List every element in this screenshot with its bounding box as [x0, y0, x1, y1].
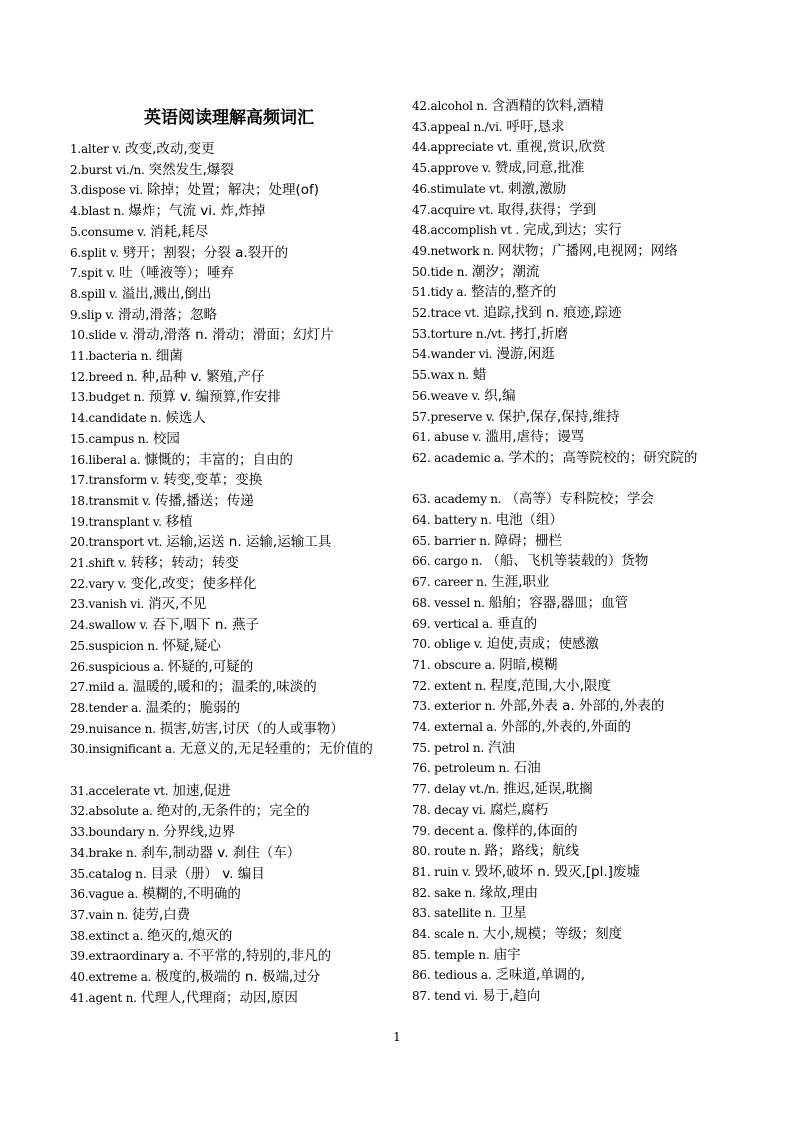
- vocab-entry: [412, 137, 734, 159]
- vocab-meaning: 候选人: [165, 410, 206, 427]
- vocab-entry: [412, 572, 734, 594]
- vocab-entry: [412, 738, 734, 760]
- vocab-entry: [412, 531, 734, 553]
- vocab-entry: [70, 160, 396, 182]
- vocab-word: 32.absolute a.: [70, 804, 153, 819]
- vocab-meaning: 庙宇: [493, 946, 521, 963]
- vocab-meaning: 加速,促进: [172, 782, 231, 799]
- vocab-meaning: 潮汐；潮流: [471, 263, 540, 280]
- vocab-word: 38.extinct a.: [70, 928, 144, 943]
- vocab-entry: [70, 284, 396, 306]
- vocab-entry: [70, 657, 396, 679]
- vocab-word: 49.network n.: [412, 243, 494, 258]
- vocab-word: 62. academic a.: [412, 450, 505, 465]
- vocab-entry: [412, 96, 734, 118]
- vocab-meaning: 绝对的,无条件的；完全的: [156, 803, 310, 820]
- vocab-entry: [70, 905, 396, 927]
- vocab-word: 56.weave v.: [412, 388, 481, 403]
- vocab-word: 21.shift v.: [70, 556, 127, 570]
- vocab-entry: [412, 800, 734, 822]
- vocab-word: 17.transform v.: [70, 473, 160, 488]
- vocab-entry: [70, 263, 396, 285]
- vocab-meaning: 推迟,延误,耽搁: [503, 781, 593, 798]
- vocab-word: 15.campus n.: [70, 431, 149, 446]
- vocab-meaning: 完成,到达；实行: [522, 222, 622, 239]
- vocab-word: 70. oblige v.: [412, 637, 483, 652]
- vocab-word: 68. vessel n.: [412, 595, 485, 610]
- vocab-word: 79. decent a.: [412, 823, 489, 838]
- vocab-entry: [70, 781, 396, 803]
- vocab-meaning: 转移；转动；转变: [130, 555, 239, 571]
- vocab-word: 50.tide n.: [412, 264, 468, 279]
- vocab-entry: [412, 676, 734, 698]
- vocab-entry: [412, 262, 734, 284]
- vocab-meaning: 代理人,代理商；动因,原因: [140, 989, 298, 1006]
- vocab-meaning: 绝灭的,熄灭的: [147, 927, 233, 944]
- vocab-word: 46.stimulate vt.: [412, 181, 504, 196]
- vocab-meaning: 劈开；割裂；分裂 a.裂开的: [122, 244, 289, 261]
- vocab-entry: [412, 758, 734, 780]
- vocab-entry: [412, 614, 734, 636]
- vocab-meaning: 外部,外表 a. 外部的,外表的: [499, 698, 665, 715]
- vocab-meaning: 织,编: [484, 387, 516, 404]
- vocab-word: 19.transplant v.: [70, 514, 162, 529]
- vocab-entry: [412, 779, 734, 801]
- vocab-meaning: 突然发生,爆裂: [148, 161, 234, 178]
- vocab-meaning: 改变,改动,变更: [125, 141, 215, 157]
- vocab-entry: [412, 821, 734, 843]
- vocab-entry: [70, 429, 396, 451]
- vocab-entry: [70, 594, 396, 616]
- vocab-meaning: 刺激,激励: [507, 180, 567, 197]
- vocab-word: 87. tend vi.: [412, 989, 479, 1004]
- vocab-meaning: 不平常的,特别的,非凡的: [187, 948, 332, 965]
- vocab-word: 57.preserve v.: [412, 409, 495, 424]
- vocab-entry: [412, 965, 734, 987]
- vocab-entry: [70, 180, 396, 202]
- vocab-word: 47.acquire vt.: [412, 202, 494, 217]
- vocab-meaning: 学术的；高等院校的；研究院的: [508, 449, 698, 466]
- vocab-word: 69. vertical a.: [412, 616, 493, 631]
- vocab-entry: [412, 344, 734, 366]
- vocab-meaning: 移植: [165, 513, 193, 530]
- vocab-meaning: 阴暗,模糊: [499, 656, 558, 673]
- vocab-meaning: 目录（册） v. 编目: [150, 865, 265, 882]
- vocab-entry: [70, 346, 396, 368]
- vocab-meaning: 无意义的,无足轻重的；无价值的: [179, 741, 373, 758]
- vocab-word: 37.vain n.: [70, 907, 128, 922]
- vocab-meaning: 蜡: [472, 367, 487, 384]
- vocab-entry: [70, 822, 396, 844]
- vocab-word: 67. career n.: [412, 575, 488, 590]
- vocab-entry: [70, 512, 396, 534]
- vocab-word: 40.extreme a.: [70, 970, 152, 984]
- vocab-meaning: 生涯,职业: [491, 574, 550, 591]
- vocab-meaning: 网状物；广播网,电视网；网络: [498, 242, 678, 259]
- vocab-meaning: 传播,播送；传递: [154, 492, 254, 509]
- vocab-word: 11.bacteria n.: [70, 349, 152, 363]
- vocab-meaning: 石油: [513, 760, 541, 777]
- vocab-meaning: 取得,获得；学到: [497, 201, 597, 218]
- vocab-entry: [412, 427, 734, 449]
- vocab-word: 66. cargo n.: [412, 554, 483, 569]
- vocab-entry: [70, 967, 396, 989]
- vocab-word: 43.appeal n./vi.: [412, 119, 503, 134]
- vocab-word: 30.insignificant a.: [70, 742, 176, 757]
- vocab-meaning: 重视,赏识,欣赏: [515, 139, 606, 156]
- vocab-word: 64. battery n.: [412, 513, 492, 527]
- vocab-meaning: 卫星: [499, 905, 527, 922]
- vocab-meaning: 电池（组）: [495, 512, 564, 528]
- vocab-word: 42.alcohol n.: [412, 99, 488, 113]
- vocab-entry: [412, 407, 734, 429]
- vocab-meaning: 消耗,耗尽: [150, 223, 209, 240]
- vocab-meaning: 徒劳,白费: [131, 906, 191, 923]
- vocab-meaning: 消灭,不见: [148, 596, 207, 613]
- vocab-word: 72. extent n.: [412, 678, 486, 693]
- vocab-entry: [70, 222, 396, 244]
- vocab-word: 33.boundary n.: [70, 825, 160, 840]
- vocab-meaning: 大小,规模；等级；刻度: [482, 926, 623, 942]
- vocab-entry: [412, 241, 734, 263]
- vocab-meaning: 整洁的,整齐的: [471, 284, 557, 301]
- vocab-entry: [412, 986, 734, 1008]
- vocab-meaning: （高等）专科院校；学会: [505, 491, 654, 508]
- vocab-meaning: 预算 v. 编预算,作安排: [148, 389, 281, 406]
- vocab-meaning: 吞下,咽下 n. 燕子: [152, 617, 259, 634]
- vocab-entry: [70, 325, 396, 347]
- vocab-meaning: 漫游,闲逛: [496, 346, 555, 363]
- vocab-word: 29.nuisance n.: [70, 721, 156, 736]
- vocab-word: 76. petroleum n.: [412, 761, 510, 776]
- vocab-entry: [412, 593, 734, 615]
- vocab-entry: [412, 448, 734, 470]
- vocab-word: 77. delay vt./n.: [412, 782, 500, 797]
- page-title: 英语阅读理解高频词汇: [144, 108, 314, 128]
- vocab-meaning: 爆炸；气流 vi. 炸,炸掉: [128, 203, 266, 220]
- vocab-word: 63. academy n.: [412, 492, 502, 507]
- vocab-meaning: 像样的,体面的: [492, 822, 578, 839]
- vocab-entry: [70, 988, 396, 1010]
- vocab-entry: [412, 717, 734, 739]
- vocab-entry: [412, 200, 734, 222]
- vocab-word: 27.mild a.: [70, 680, 129, 695]
- vocab-meaning: 损害,妨害,讨厌（的人或事物）: [159, 720, 344, 737]
- vocab-word: 81. ruin v.: [412, 864, 471, 879]
- vocab-word: 31.accelerate vt.: [70, 783, 169, 798]
- vocab-entry: [412, 945, 734, 967]
- vocab-word: 52.trace vt.: [412, 306, 480, 320]
- vocab-word: 24.swallow v.: [70, 618, 149, 633]
- vocab-word: 35.catalog n.: [70, 866, 147, 881]
- vocab-entry: [70, 450, 396, 472]
- vocab-word: 6.split v.: [70, 245, 119, 260]
- vocab-meaning: 刹车,制动器 v. 刹住（车）: [141, 844, 301, 861]
- vocab-entry: [70, 408, 396, 430]
- vocab-word: 36.vague a.: [70, 887, 139, 902]
- vocab-word: 14.candidate n.: [70, 411, 162, 426]
- vocab-word: 3.dispose vi.: [70, 183, 143, 198]
- vocab-word: 39.extraordinary a.: [70, 949, 184, 964]
- vocab-word: 86. tedious a.: [412, 968, 492, 983]
- vocab-word: 73. exterior n.: [412, 699, 496, 714]
- vocab-word: 34.brake n.: [70, 845, 138, 860]
- vocab-word: 22.vary v.: [70, 576, 127, 591]
- vocab-meaning: 温柔的；脆弱的: [145, 699, 241, 716]
- vocab-entry: [70, 843, 396, 865]
- vocab-word: 78. decay vi.: [412, 802, 486, 817]
- vocab-meaning: 保护,保存,保持,维持: [498, 408, 620, 425]
- vocab-entry: [412, 903, 734, 925]
- vocab-word: 1.alter v.: [70, 142, 122, 156]
- vocab-meaning: 呼吁,恳求: [506, 118, 565, 135]
- vocab-entry: [412, 634, 734, 656]
- vocab-entry: [412, 303, 734, 325]
- vocab-entry: [70, 698, 396, 720]
- vocab-meaning: 转变,变革；变换: [163, 472, 263, 489]
- vocab-word: 12.breed n.: [70, 369, 138, 384]
- vocab-word: 4.blast n.: [70, 204, 125, 219]
- vocab-entry: [70, 615, 396, 637]
- vocab-word: 16.liberal a.: [70, 452, 141, 467]
- vocab-word: 84. scale n.: [412, 927, 479, 941]
- vocab-word: 61. abuse v.: [412, 430, 482, 445]
- vocab-entry: [70, 574, 396, 596]
- vocab-word: 51.tidy a.: [412, 285, 467, 300]
- vocab-word: 53.torture n./vt.: [412, 326, 506, 341]
- vocab-entry: [412, 924, 734, 946]
- vocab-word: 7.spit v.: [70, 266, 116, 281]
- vocab-entry: [412, 365, 734, 387]
- vocab-meaning: 垂直的: [496, 615, 538, 632]
- vocab-word: 83. satellite n.: [412, 906, 496, 921]
- vocab-meaning: 溢出,溅出,倒出: [121, 285, 212, 302]
- vocab-entry: [412, 841, 734, 863]
- vocab-meaning: 外部的,外表的,外面的: [500, 719, 632, 735]
- vocab-entry: [70, 884, 396, 906]
- vocab-entry: [412, 282, 734, 304]
- vocab-entry: [70, 201, 396, 223]
- vocab-entry: [412, 551, 734, 573]
- vocab-meaning: 障碍；栅栏: [494, 532, 562, 549]
- vocab-meaning: 滑动,滑落 n. 滑动；滑面；幻灯片: [132, 327, 334, 344]
- vocab-word: 26.suspicious a.: [70, 659, 164, 674]
- vocab-meaning: 程度,范围,大小,限度: [490, 677, 611, 694]
- vocab-word: 28.tender a.: [70, 700, 142, 715]
- vocab-word: 18.transmit v.: [70, 493, 151, 508]
- vocab-word: 45.approve v.: [412, 161, 491, 176]
- vocab-word: 55.wax n.: [412, 368, 469, 383]
- vocab-word: 85. temple n.: [412, 947, 490, 962]
- vocab-word: 25.suspicion n.: [70, 638, 159, 653]
- vocab-meaning: 细菌: [155, 348, 183, 364]
- vocab-entry: [412, 655, 734, 677]
- vocab-word: 13.budget n.: [70, 390, 145, 405]
- vocab-entry: [70, 636, 396, 658]
- vocab-meaning: 腐烂,腐朽: [489, 801, 549, 818]
- vocab-entry: [412, 510, 734, 532]
- vocab-meaning: 运输,运送 n. 运输,运输工具: [166, 534, 332, 551]
- vocab-entry: [70, 946, 396, 968]
- vocab-entry: [412, 862, 734, 884]
- vocab-entry: [70, 387, 396, 409]
- vocab-meaning: 变化,改变；使多样化: [130, 575, 257, 592]
- page-number: 1: [393, 1030, 401, 1044]
- vocab-meaning: 怀疑的,可疑的: [167, 658, 254, 675]
- vocab-word: 41.agent n.: [70, 990, 137, 1005]
- vocab-word: 2.burst vi./n.: [70, 162, 145, 177]
- vocab-meaning: 极度的,极端的 n. 极端,过分: [155, 969, 321, 985]
- vocab-meaning: 赞成,同意,批准: [494, 160, 585, 177]
- vocab-word: 10.slide v.: [70, 328, 129, 343]
- vocab-word: 8.spill v.: [70, 286, 118, 301]
- vocab-meaning: 迫使,责成；使感激: [486, 636, 599, 653]
- vocab-meaning: 校园: [152, 430, 180, 447]
- vocab-entry: [70, 532, 396, 554]
- vocab-entry: [70, 739, 396, 761]
- vocab-meaning: 毁坏,破坏 n. 毁灭,[pl.]废墟: [474, 863, 640, 880]
- vocab-meaning: 汽油: [488, 739, 516, 756]
- vocab-entry: [70, 553, 396, 575]
- vocab-entry: [70, 139, 396, 161]
- vocab-entry: [412, 324, 734, 346]
- vocab-entry: [70, 243, 396, 265]
- vocab-entry: [70, 470, 396, 492]
- vocab-entry: [70, 801, 396, 823]
- vocab-entry: [70, 926, 396, 948]
- vocab-word: 82. sake n.: [412, 885, 476, 900]
- vocab-meaning: 船舶；容器,器皿；血管: [488, 594, 629, 611]
- vocab-meaning: 滥用,虐待；谩骂: [485, 429, 585, 446]
- vocab-meaning: 温暖的,暖和的；温柔的,味淡的: [132, 679, 317, 696]
- vocab-entry: [70, 367, 396, 389]
- vocab-word: 74. external a.: [412, 720, 497, 734]
- vocab-meaning: 路；路线；航线: [484, 843, 579, 860]
- vocab-entry: [412, 179, 734, 201]
- vocab-word: 80. route n.: [412, 844, 481, 859]
- vocab-meaning: 缘故,理由: [479, 884, 539, 901]
- vocab-word: 23.vanish vi.: [70, 597, 145, 612]
- vocab-meaning: 追踪,找到 n. 痕迹,踪迹: [483, 305, 622, 321]
- vocab-meaning: 易于,趋向: [482, 988, 541, 1005]
- vocab-meaning: 模糊的,不明确的: [142, 886, 241, 903]
- vocab-word: 5.consume v.: [70, 224, 147, 239]
- vocab-meaning: 慷慨的；丰富的；自由的: [144, 451, 293, 468]
- vocab-entry: [412, 220, 734, 242]
- vocab-entry: [70, 864, 396, 886]
- vocab-meaning: 种,品种 v. 繁殖,产仔: [141, 368, 265, 385]
- vocab-entry: [412, 117, 734, 139]
- vocab-entry: [412, 386, 734, 408]
- vocab-entry: [70, 677, 396, 699]
- vocab-entry: [412, 696, 734, 718]
- vocab-meaning: 怀疑,疑心: [162, 637, 221, 654]
- vocab-meaning: 拷打,折磨: [509, 325, 568, 342]
- vocab-word: 48.accomplish vt .: [412, 223, 519, 238]
- vocab-word: 54.wander vi.: [412, 347, 493, 362]
- vocab-word: 65. barrier n.: [412, 533, 491, 548]
- vocab-word: 71. obscure a.: [412, 657, 496, 672]
- vocab-meaning: 吐（唾液等）；唾弃: [119, 265, 234, 282]
- vocab-word: 9.slip v.: [70, 307, 115, 322]
- vocab-word: 20.transport vt.: [70, 535, 163, 550]
- vocab-meaning: （船、飞机等装载的）货物: [486, 553, 649, 570]
- vocab-entry: [412, 489, 734, 511]
- vocab-meaning: 乏味道,单调的,: [495, 967, 586, 984]
- vocab-meaning: 含酒精的饮料,酒精: [491, 98, 604, 114]
- vocab-entry: [70, 305, 396, 327]
- vocab-meaning: 分界线,边界: [163, 824, 236, 841]
- vocab-entry: [70, 491, 396, 513]
- vocab-meaning: 除掉；处置；解决；处理(of): [146, 182, 319, 199]
- vocab-entry: [70, 719, 396, 741]
- vocab-entry: [412, 158, 734, 180]
- vocab-meaning: 滑动,滑落；忽略: [118, 306, 217, 323]
- vocab-word: 75. petrol n.: [412, 740, 485, 755]
- vocab-word: 44.appreciate vt.: [412, 140, 512, 155]
- vocab-entry: [412, 883, 734, 905]
